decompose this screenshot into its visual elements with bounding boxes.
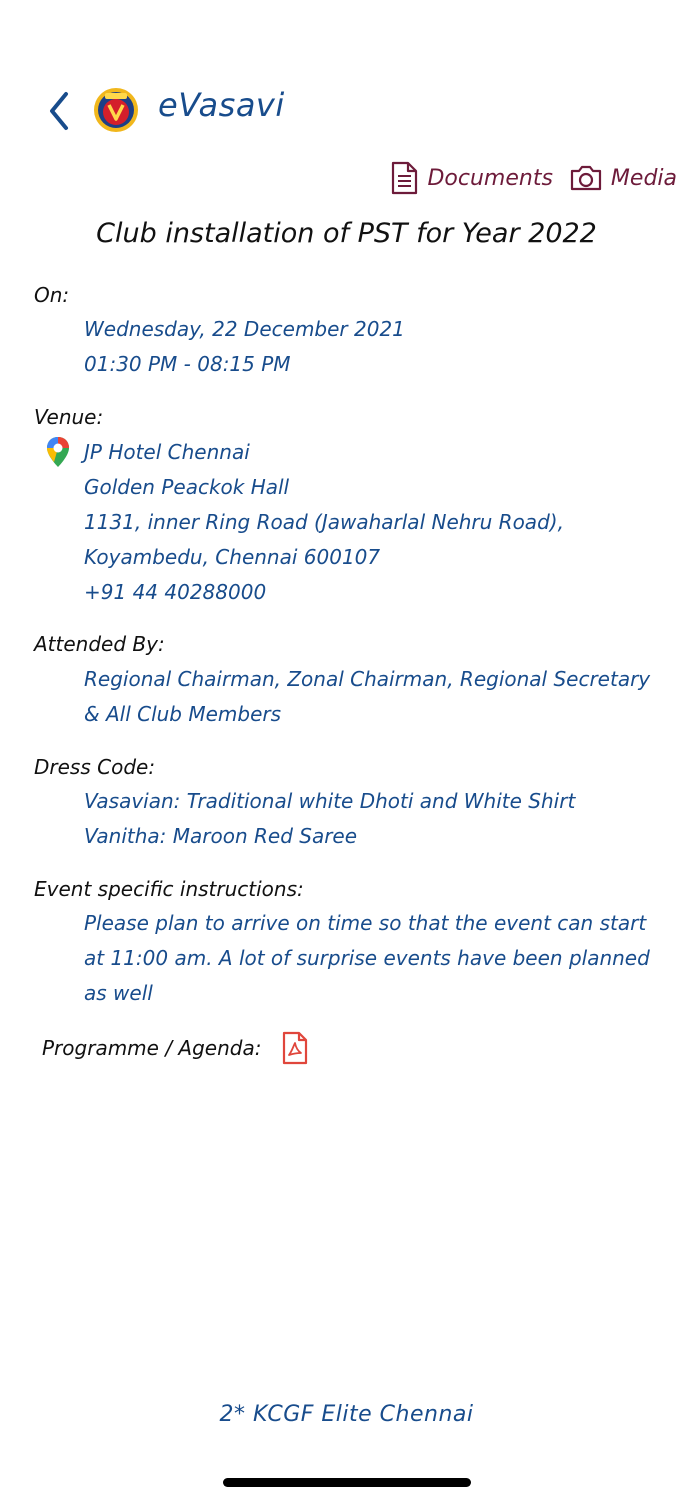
media-link[interactable] <box>569 164 677 192</box>
back-button[interactable] <box>42 84 78 134</box>
event-title: Club installation of PST for Year 2022 <box>96 218 597 249</box>
attended-line-2: & All Club Members <box>84 702 282 726</box>
on-label: On: <box>34 283 70 307</box>
document-icon <box>389 161 419 195</box>
venue-label: Venue: <box>34 405 104 429</box>
agenda-label: Programme / Agenda: <box>42 1036 262 1060</box>
dress-code-label: Dress Code: <box>34 755 156 779</box>
documents-label: Documents <box>427 165 553 191</box>
dress-code-line-1: Vasavian: Traditional white Dhoti and White Shirt <box>84 789 576 813</box>
club-footer: 2* KCGF Elite Chennai <box>219 1402 474 1427</box>
venue-phone[interactable]: +91 44 40288000 <box>84 580 267 604</box>
instructions-label: Event specific instructions: <box>34 877 304 901</box>
header-links <box>389 158 677 198</box>
venue-line-1: JP Hotel Chennai <box>84 440 250 464</box>
venue-line-3: 1131, inner Ring Road (Jawaharlal Nehru Road), <box>84 510 564 534</box>
home-indicator[interactable] <box>223 1478 471 1487</box>
venue-line-4: Koyambedu, Chennai 600107 <box>84 545 381 569</box>
app-header <box>0 80 693 140</box>
map-pin-icon[interactable] <box>45 436 71 468</box>
event-time: 01:30 PM - 08:15 PM <box>84 352 291 376</box>
chevron-left-icon <box>42 84 78 134</box>
instructions-line-2: at 11:00 am. A lot of surprise events have been planned <box>84 946 650 970</box>
media-label: Media <box>610 165 677 191</box>
attended-label: Attended By: <box>34 632 165 656</box>
attended-line-1: Regional Chairman, Zonal Chairman, Regional Secretary <box>84 667 651 691</box>
instructions-line-1: Please plan to arrive on time so that the event can start <box>84 911 647 935</box>
venue-line-2: Golden Peackok Hall <box>84 475 290 499</box>
documents-link[interactable] <box>389 161 552 195</box>
event-date: Wednesday, 22 December 2021 <box>84 317 405 341</box>
agenda-row <box>42 1028 309 1068</box>
pdf-icon[interactable] <box>281 1031 309 1065</box>
camera-icon <box>569 164 603 192</box>
dress-code-line-2: Vanitha: Maroon Red Saree <box>84 824 358 848</box>
instructions-line-3: as well <box>84 981 153 1005</box>
vasavi-club-logo <box>92 86 140 134</box>
app-title: eVasavi <box>158 86 285 124</box>
